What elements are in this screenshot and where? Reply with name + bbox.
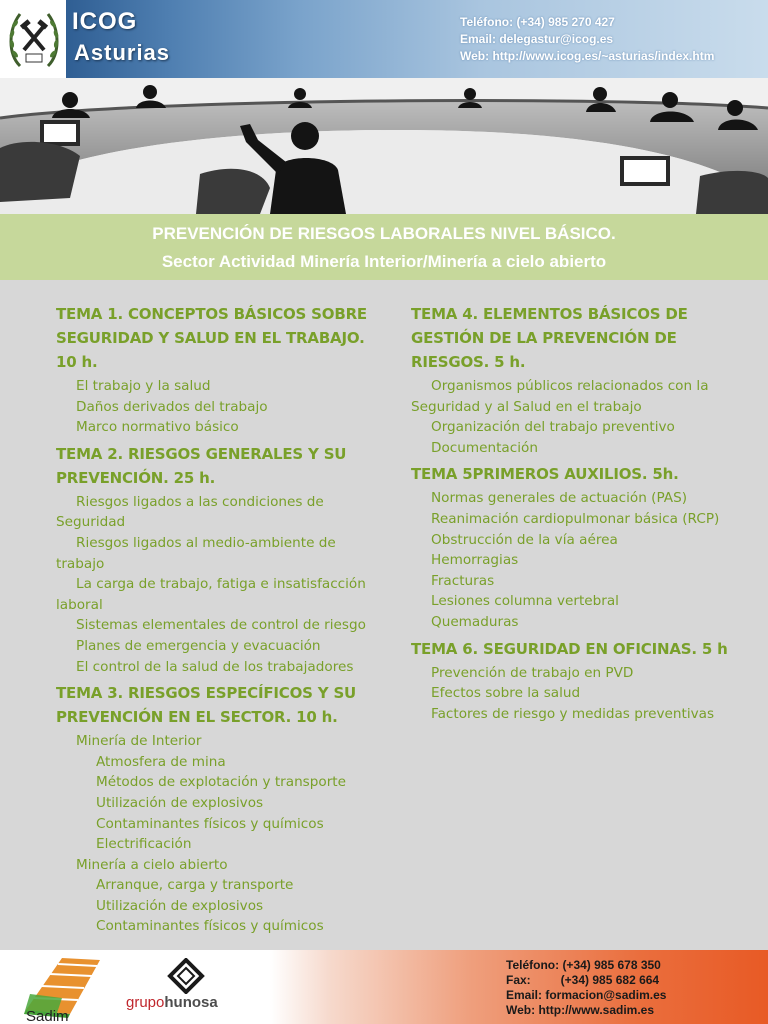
laurel-hammer-icon	[6, 6, 62, 72]
course-title-banner	[0, 214, 768, 280]
footer	[0, 950, 768, 1024]
list-item: Lesiones columna vertebral	[431, 593, 619, 610]
list-item: Planes de emergencia y evacuación	[76, 637, 321, 654]
diamond-logo-icon	[166, 958, 206, 994]
tema4-heading: TEMA 4. ELEMENTOS BÁSICOS DE GESTIÓN DE LA PREVENCIÓN DE RIESGOS. 5 h.	[411, 305, 688, 371]
logo-title: ICOG	[72, 8, 138, 35]
list-item: Organismos públicos relacionados con la Seguridad y al Salud en el trabajo	[411, 378, 709, 415]
list-item: Reanimación cardiopulmonar básica (RCP)	[431, 510, 720, 527]
list-item: El trabajo y la salud	[76, 378, 211, 394]
tema6-heading: TEMA 6. SEGURIDAD EN OFICINAS. 5 h	[411, 639, 728, 658]
list-item: Arranque, carga y transporte	[96, 877, 294, 894]
tema2-heading: TEMA 2. RIESGOS GENERALES Y SU PREVENCIÓN. 25 h.	[56, 444, 347, 487]
list-item: Documentación	[431, 439, 538, 456]
header-phone: Teléfono: (+34) 985 270 427	[460, 15, 615, 29]
course-subtitle: Sector Actividad Minería Interior/Minería a cielo abierto	[161, 252, 607, 271]
list-item: Riesgos ligados a las condiciones de Seguridad	[56, 493, 324, 531]
list-item: Sistemas elementales de control de riesgo	[76, 617, 366, 634]
list-item: Prevención de trabajo en PVD	[431, 664, 634, 681]
syllabus-left-column	[56, 302, 381, 937]
list-item: Utilización de explosivos	[96, 897, 264, 914]
list-item: Contaminantes físicos y químicos	[96, 918, 324, 935]
header-web[interactable]: Web: http://www.icog.es/~asturias/index.htm	[460, 49, 715, 63]
syllabus-content	[0, 280, 768, 950]
group-heading-cielo-abierto: Minería a cielo abierto	[76, 856, 228, 873]
header	[0, 0, 768, 78]
hunosa-logo-text: grupohunosa	[126, 994, 218, 1011]
footer-web[interactable]: Web: http://www.sadim.es	[506, 1003, 655, 1017]
list-item: Hemorragias	[431, 552, 519, 569]
syllabus-right-column	[411, 302, 751, 724]
list-item: Métodos de explotación y transporte	[96, 774, 346, 791]
logo-subtitle: Asturias	[74, 40, 171, 65]
hero-meeting-image	[0, 78, 768, 214]
footer-contact	[506, 958, 666, 1018]
list-item: Organización del trabajo preventivo	[431, 419, 675, 436]
list-item: Utilización de explosivos	[96, 794, 264, 811]
list-item: Daños derivados del trabajo	[76, 398, 268, 415]
tema5-heading: TEMA 5PRIMEROS AUXILIOS. 5h.	[411, 465, 679, 484]
list-item: Atmosfera de mina	[96, 753, 226, 770]
header-email[interactable]: Email: delegastur@icog.es	[460, 32, 614, 46]
list-item: El control de la salud de los trabajadores	[76, 658, 354, 675]
tema1-heading: TEMA 1. CONCEPTOS BÁSICOS SOBRE SEGURIDAD Y SALUD EN EL TRABAJO. 10 h.	[56, 305, 367, 371]
footer-phone: Teléfono: (+34) 985 678 350	[506, 958, 661, 972]
list-item: Marco normativo básico	[76, 419, 239, 436]
list-item: Obstrucción de la vía aérea	[431, 531, 618, 548]
list-item: Fracturas	[431, 572, 495, 589]
group-heading-interior: Minería de Interior	[76, 733, 202, 750]
list-item: Efectos sobre la salud	[431, 685, 581, 702]
footer-email[interactable]: Email: formacion@sadim.es	[506, 988, 667, 1002]
list-item: La carga de trabajo, fatiga e insatisfacción laboral	[56, 576, 366, 613]
list-item: Normas generales de actuación (PAS)	[431, 490, 688, 507]
icog-logo	[0, 0, 66, 78]
list-item: Contaminantes físicos y químicos	[96, 815, 324, 832]
list-item: Quemaduras	[431, 613, 519, 630]
meeting-silhouette-image	[0, 78, 768, 214]
footer-fax: Fax: (+34) 985 682 664	[506, 973, 660, 987]
hunosa-logo	[124, 956, 256, 1018]
list-item: Factores de riesgo y medidas preventivas	[431, 705, 715, 722]
course-title: PREVENCIÓN DE RIESGOS LABORALES NIVEL BÁSICO.	[152, 224, 616, 243]
tema3-heading: TEMA 3. RIESGOS ESPECÍFICOS Y SU PREVENCIÓN EN EL SECTOR. 10 h.	[56, 684, 357, 727]
list-item: Riesgos ligados al medio-ambiente de trabajo	[56, 534, 336, 572]
header-contact	[460, 14, 714, 65]
sadim-logo-text: Sadim	[26, 1008, 69, 1024]
list-item: Electrificación	[96, 836, 192, 853]
